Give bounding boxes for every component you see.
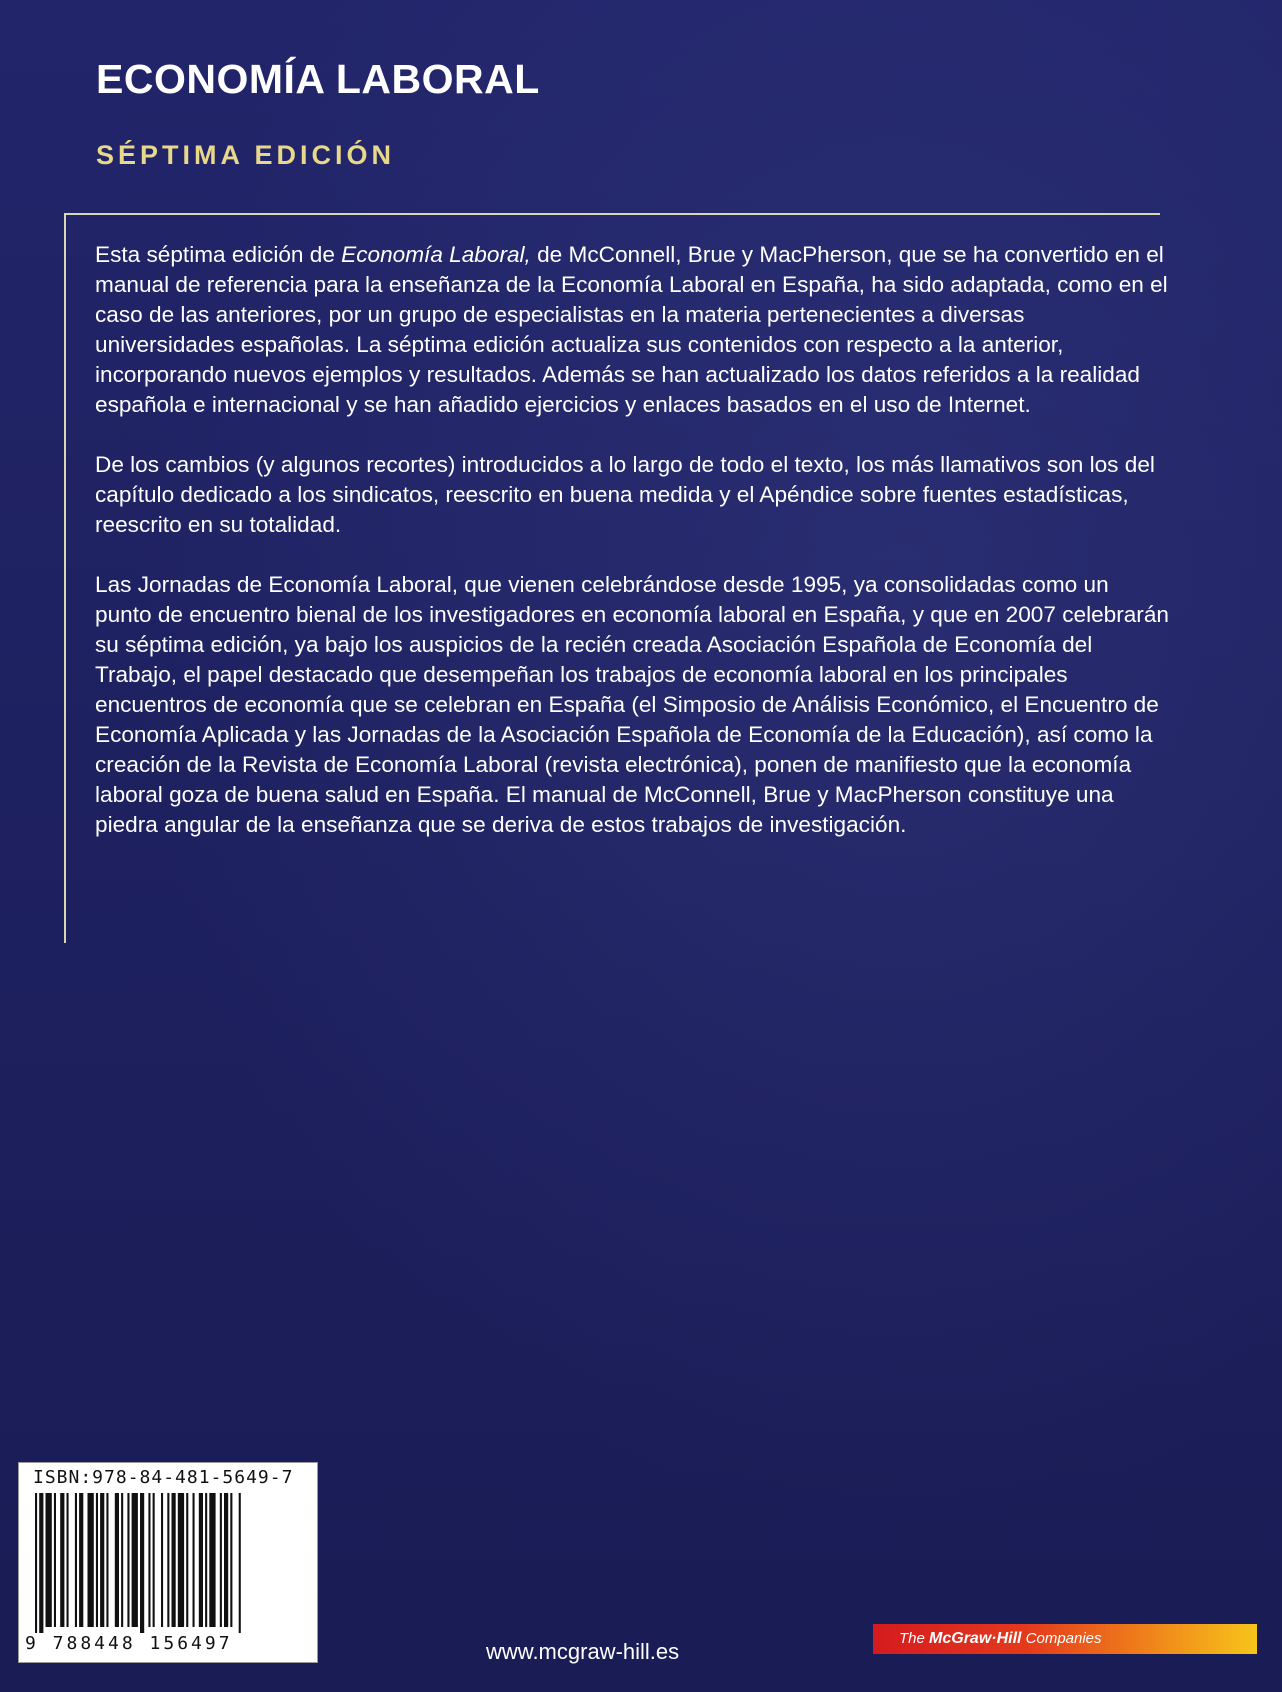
publisher-suffix: Companies xyxy=(1021,1630,1102,1647)
publisher-website: www.mcgraw-hill.es xyxy=(486,1639,680,1664)
barcode-bar xyxy=(39,1493,43,1633)
publisher-logo xyxy=(899,1630,1102,1648)
blurb xyxy=(95,240,1170,870)
barcode-bar xyxy=(46,1493,52,1627)
barcode-label xyxy=(18,1462,318,1663)
isbn-text: ISBN:978-84-481-5649-7 xyxy=(33,1467,294,1488)
barcode-bar xyxy=(60,1493,64,1627)
barcode-bar xyxy=(172,1493,176,1627)
barcode-bar xyxy=(88,1493,94,1627)
barcode-icon xyxy=(33,1493,305,1633)
frame-top-rule xyxy=(64,213,1160,215)
barcode-bar xyxy=(148,1493,150,1627)
barcode-bar xyxy=(239,1493,241,1633)
blurb-p1-rest: de McConnell, Brue y MacPherson, que se ha convertido en el manual de referencia para la enseñanza de la Economía Laboral en España, ha sido adaptada, como en el caso de las anteriores, por un grupo de especialistas en la materia pertenecientes a diversas universidades españolas. La séptima edición actualiza sus contenidos con respecto a la anterior, incorporando nuevos ejemplos y resultados. Además se han actualizado los datos referidos a la realidad española e internacional y se han añadido ejercicios y enlaces basados en el uso de Internet. xyxy=(95,242,1168,417)
book-title: ECONOMÍA LABORAL xyxy=(96,56,540,102)
barcode-bar xyxy=(205,1493,207,1627)
blurb-paragraph-2: De los cambios (y algunos recortes) introducidos a lo largo de todo el texto, los más llamativos son los del capítulo dedicado a los sindicatos, reescrito en buena medida y el Apéndice sobre fuentes estadísticas, reescrito en su totalidad. xyxy=(95,452,1155,537)
barcode-bar xyxy=(178,1493,184,1627)
barcode-bar xyxy=(67,1493,69,1627)
barcode-bar xyxy=(193,1493,195,1627)
barcode-bar xyxy=(132,1493,138,1627)
blurb-paragraph-1 xyxy=(95,240,1170,420)
barcode-bar xyxy=(140,1493,144,1633)
barcode-bar xyxy=(115,1493,119,1627)
publisher-brand: McGraw·Hill xyxy=(929,1630,1022,1647)
barcode-bar xyxy=(220,1493,222,1627)
barcode-bar xyxy=(209,1493,215,1627)
frame-left-rule xyxy=(64,213,66,943)
blurb-p1-book-name: Economía Laboral, xyxy=(341,242,531,267)
barcode-bar xyxy=(161,1493,163,1627)
barcode-bar xyxy=(186,1493,188,1627)
barcode-bar xyxy=(100,1493,104,1627)
barcode-bar xyxy=(106,1493,108,1627)
blurb-paragraph-3: Las Jornadas de Economía Laboral, que vienen celebrándose desde 1995, ya consolidadas como un punto de encuentro bienal de los investigadores en economía laboral en España, y que en 2007 celebrarán su séptima edición, ya bajo los auspicios de la recién creada Asociación Española de Economía del Trabajo, el papel destacado que desempeñan los trabajos de economía laboral en los principales encuentros de economía que se celebran en España (el Simposio de Análisis Económico, el Encuentro de Economía Aplicada y las Jornadas de la Asociación Española de Economía de la Educación), así como la creación de la Revista de Economía Laboral (revista electrónica), ponen de manifiesto que la economía laboral goza de buena salud en España. El manual de McConnell, Brue y MacPherson constituye una piedra angular de la enseñanza que se deriva de estos trabajos de investigación. xyxy=(95,572,1169,837)
barcode-bar xyxy=(79,1493,83,1627)
barcode-bar xyxy=(224,1493,228,1627)
blurb-p1-intro: Esta séptima edición de xyxy=(95,242,342,267)
barcode-bar xyxy=(96,1493,98,1627)
barcode-bar xyxy=(167,1493,169,1627)
edition-label: SÉPTIMA EDICIÓN xyxy=(96,140,396,170)
publisher-logo-bar xyxy=(873,1624,1257,1654)
barcode-bar xyxy=(35,1493,37,1633)
barcode-bar xyxy=(121,1493,123,1627)
barcode-bar xyxy=(153,1493,155,1627)
barcode-digits: 9 788448 156497 xyxy=(25,1633,233,1654)
barcode-bar xyxy=(199,1493,203,1627)
barcode-bar xyxy=(230,1493,232,1627)
barcode-bar xyxy=(75,1493,77,1627)
barcode-bar xyxy=(127,1493,129,1627)
publisher-prefix: The xyxy=(899,1630,930,1647)
barcode-bar xyxy=(54,1493,56,1627)
